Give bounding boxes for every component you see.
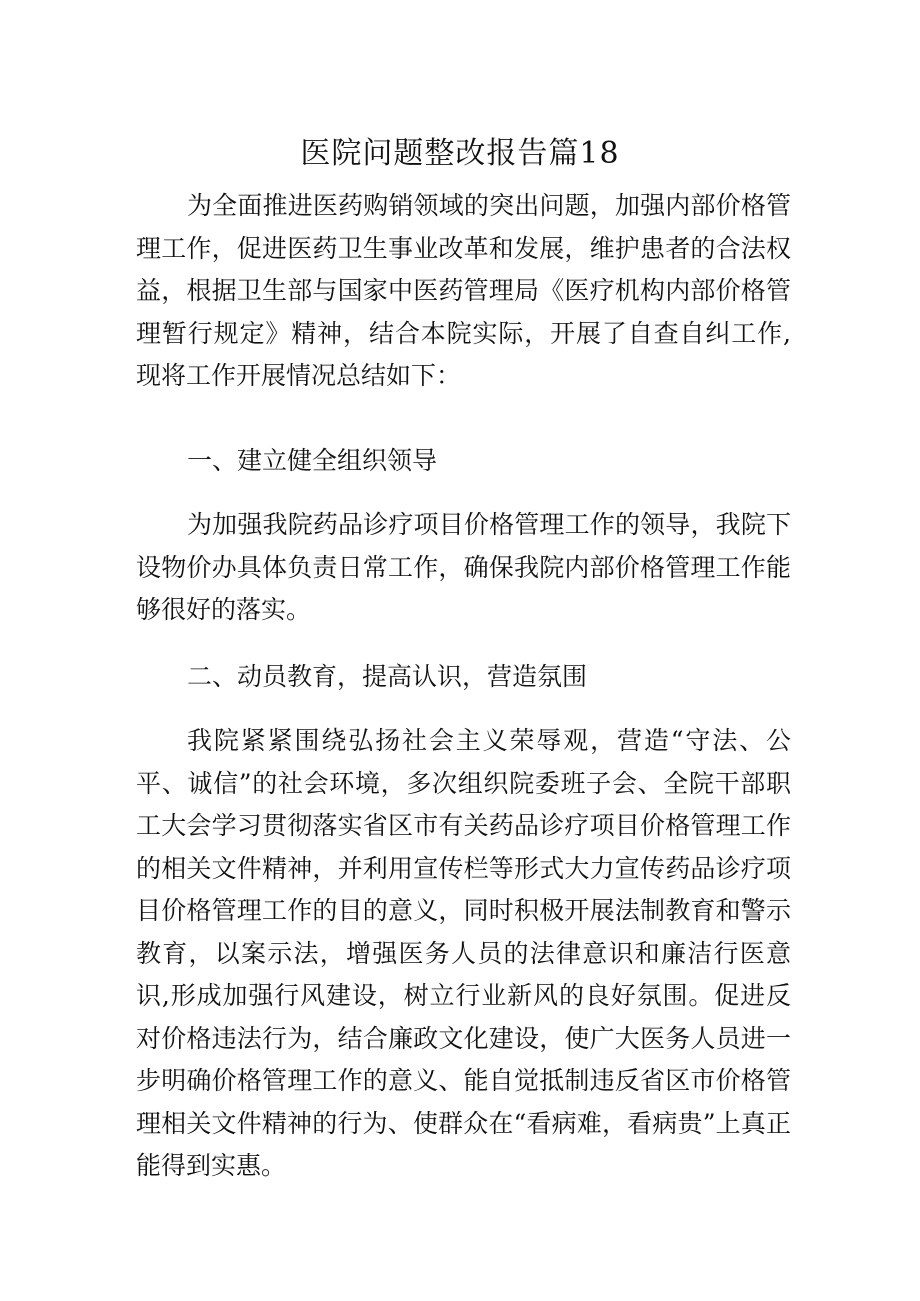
document-title: 医院问题整改报告篇18 [300, 136, 620, 171]
intro-paragraph: 为全面推进医药购销领域的突出问题，加强内部价格管理工作，促进医药卫生事业改革和发展，维护患者的合法权益，根据卫生部与国家中医药管理局《医疗机构内部价格管理暂行规定》精神，结合本院实际，开展了自查自纠工作,现将工作开展情况总结如下： [136, 191, 791, 390]
section-1-paragraph: 为加强我院药品诊疗项目价格管理工作的领导，我院下设物价办具体负责日常工作，确保我院内部价格管理工作能够很好的落实。 [136, 510, 791, 624]
section-2-paragraph: 我院紧紧围绕弘扬社会主义荣辱观，营造“守法、公平、诚信”的社会环境，多次组织院委班子会、全院干部职工大会学习贯彻落实省区市有关药品诊疗项目价格管理工作的相关文件精神，并利用宣传栏等形式大力宣传药品诊疗项目价格管理工作的目的意义，同时积极开展法制教育和警示教育，以案示法，增强医务人员的法律意识和廉洁行医意识,形成加强行风建设，树立行业新风的良好氛围。促进反对价格违法行为，结合廉政文化建设，使广大医务人员进一步明确价格管理工作的意义、能自觉抵制违反省区市价格管理相关文件精神的行为、使群众在“看病难，看病贵”上真正能得到实惠。 [136, 726, 791, 1180]
section-1-heading: 一、建立健全组织领导 [187, 446, 438, 475]
section-2-heading: 二、动员教育，提高认识，营造氛围 [187, 662, 588, 691]
